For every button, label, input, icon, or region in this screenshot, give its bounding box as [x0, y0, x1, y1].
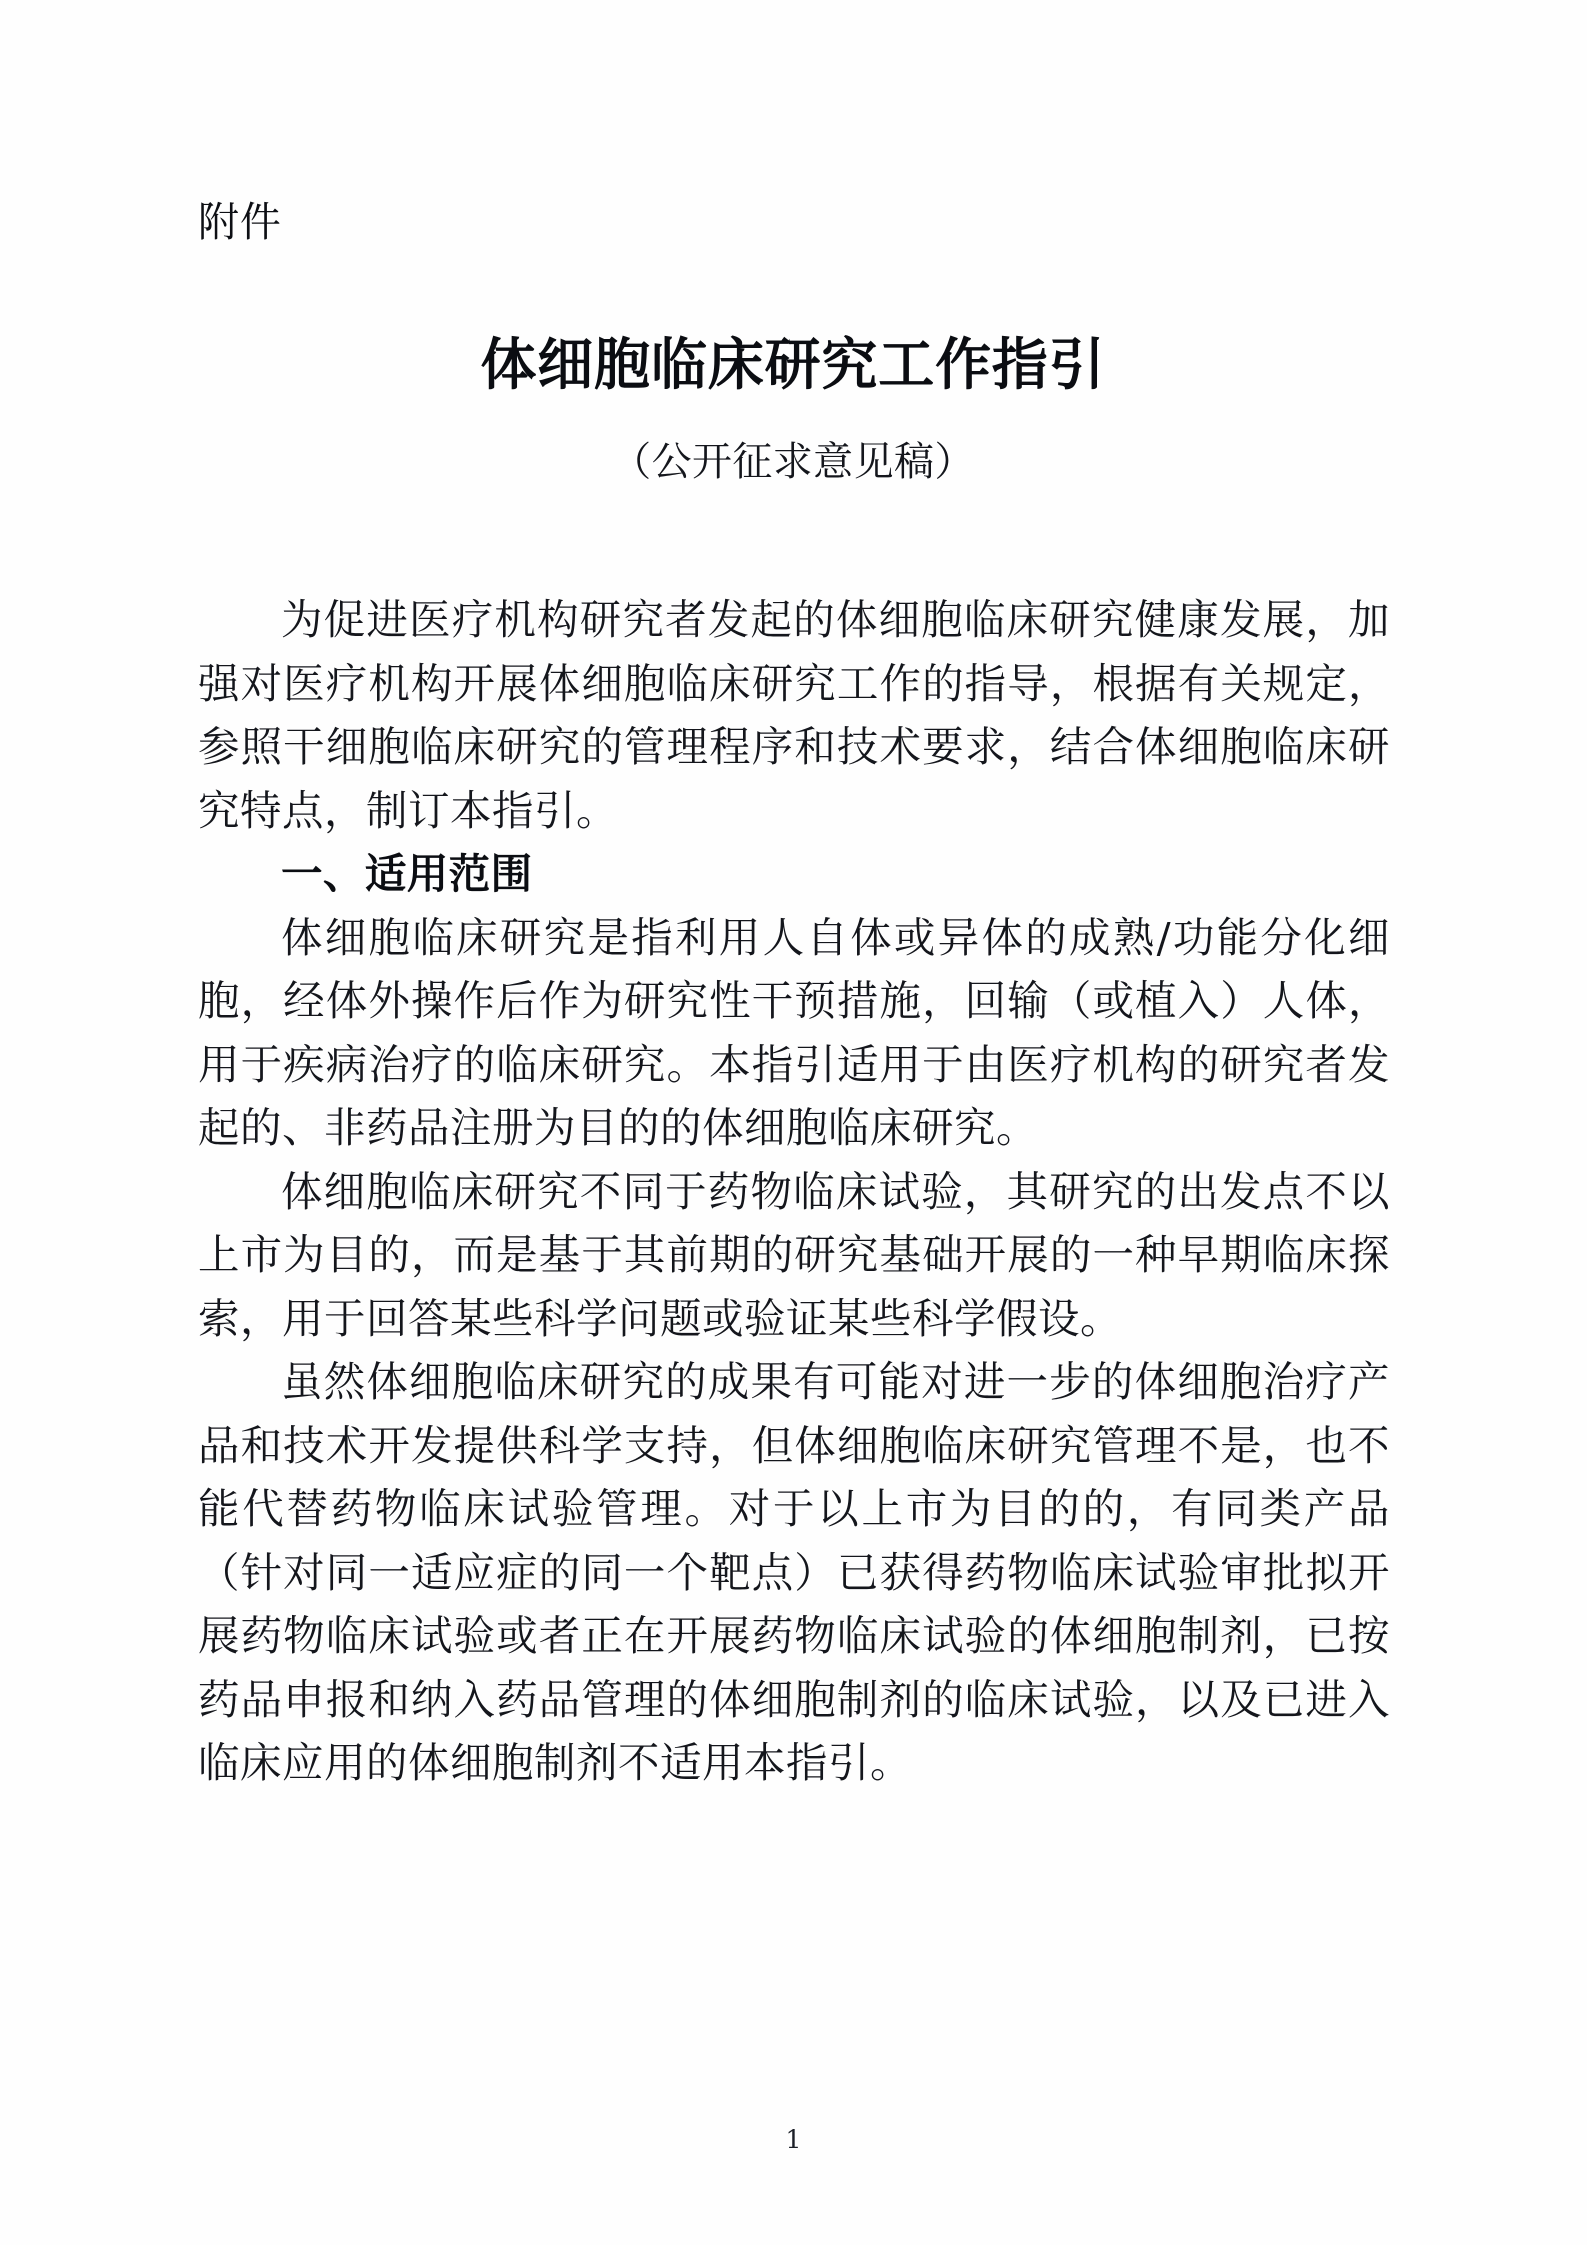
- paragraph-definition: 体细胞临床研究是指利用人自体或异体的成熟/功能分化细胞，经体外操作后作为研究性干预措施，回输（或植入）人体，用于疾病治疗的临床研究。本指引适用于由医疗机构的研究者发起的、非药品注册为目的的体细胞临床研究。: [198, 912, 1390, 1152]
- page-number: 1: [785, 2125, 802, 2154]
- paragraph-distinction: 体细胞临床研究不同于药物临床试验，其研究的出发点不以上市为目的，而是基于其前期的研究基础开展的一种早期临床探索，用于回答某些科学问题或验证某些科学假设。: [198, 1166, 1390, 1343]
- page-title: 体细胞临床研究工作指引: [480, 332, 1106, 398]
- paragraph-preamble: 为促进医疗机构研究者发起的体细胞临床研究健康发展，加强对医疗机构开展体细胞临床研究工作的指导，根据有关规定，参照干细胞临床研究的管理程序和技术要求，结合体细胞临床研究特点，制订本指引。: [198, 595, 1390, 835]
- attachment-label: 附件: [198, 198, 282, 246]
- section-heading-scope: 一、适用范围: [281, 849, 533, 898]
- document-body: [198, 588, 1390, 1795]
- document-subtitle: （公开征求意见稿）: [611, 439, 975, 485]
- paragraph-exclusions: 虽然体细胞临床研究的成果有可能对进一步的体细胞治疗产品和技术开发提供科学支持，但体细胞临床研究管理不是，也不能代替药物临床试验管理。对于以上市为目的的，有同类产品（针对同一适应症的同一个靶点）已获得药物临床试验审批拟开展药物临床试验或者正在开展药物临床试验的体细胞制剂，已按药品申报和纳入药品管理的体细胞制剂的临床试验，以及已进入临床应用的体细胞制剂不适用本指引。: [198, 1357, 1390, 1787]
